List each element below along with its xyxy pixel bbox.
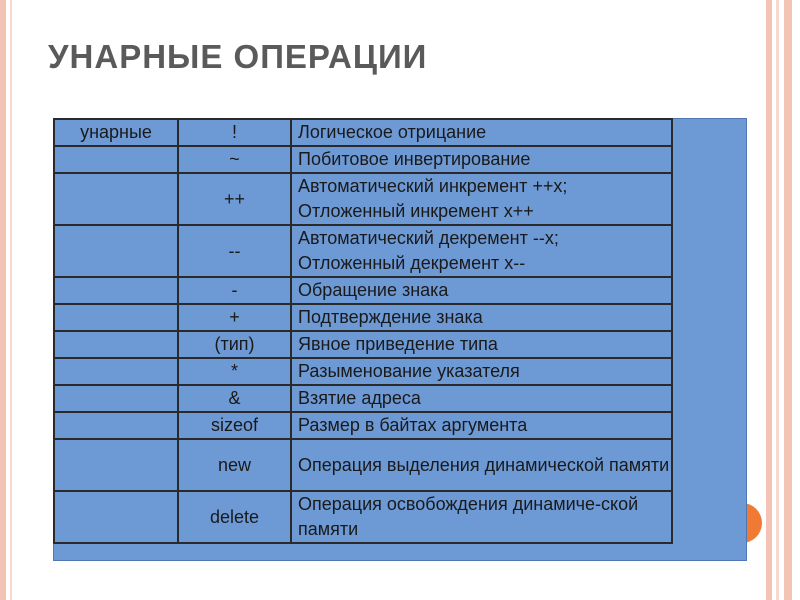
category-cell bbox=[54, 225, 178, 277]
table-row bbox=[54, 173, 672, 225]
description-cell: Взятие адреса bbox=[291, 385, 672, 412]
operator-cell: (тип) bbox=[178, 331, 291, 358]
decorative-stripe-right-thin bbox=[776, 0, 779, 600]
table-row bbox=[54, 277, 672, 304]
category-cell bbox=[54, 439, 178, 491]
table-row bbox=[54, 331, 672, 358]
decorative-stripe-right bbox=[766, 0, 772, 600]
unary-operations-table bbox=[53, 118, 673, 544]
table-row bbox=[54, 491, 672, 543]
operator-cell: delete bbox=[178, 491, 291, 543]
operator-cell: * bbox=[178, 358, 291, 385]
operator-cell: + bbox=[178, 304, 291, 331]
description-cell: Логическое отрицание bbox=[291, 119, 672, 146]
operator-cell: ~ bbox=[178, 146, 291, 173]
category-cell bbox=[54, 358, 178, 385]
decorative-stripe-right-outer bbox=[784, 0, 792, 600]
description-cell: Разыменование указателя bbox=[291, 358, 672, 385]
operator-cell: & bbox=[178, 385, 291, 412]
operator-cell: - bbox=[178, 277, 291, 304]
table-row bbox=[54, 119, 672, 146]
operator-cell: ! bbox=[178, 119, 291, 146]
category-cell bbox=[54, 173, 178, 225]
description-cell: Размер в байтах аргумента bbox=[291, 412, 672, 439]
category-cell bbox=[54, 385, 178, 412]
description-cell: Подтверждение знака bbox=[291, 304, 672, 331]
description-cell: Автоматический декремент --x; Отложенный декремент x-- bbox=[291, 225, 672, 277]
category-cell bbox=[54, 412, 178, 439]
decorative-stripe-left-thin bbox=[10, 0, 12, 600]
table-row bbox=[54, 385, 672, 412]
operator-cell: new bbox=[178, 439, 291, 491]
table-row bbox=[54, 412, 672, 439]
table-row bbox=[54, 358, 672, 385]
category-cell bbox=[54, 304, 178, 331]
operator-cell: -- bbox=[178, 225, 291, 277]
table-row bbox=[54, 304, 672, 331]
description-cell: Автоматический инкремент ++x; Отложенный инкремент x++ bbox=[291, 173, 672, 225]
description-cell: Операция освобождения динамиче-ской памяти bbox=[291, 491, 672, 543]
description-cell: Явное приведение типа bbox=[291, 331, 672, 358]
slide-title: УНАРНЫЕ ОПЕРАЦИИ bbox=[48, 38, 428, 75]
decorative-stripe-left bbox=[0, 0, 6, 600]
table-row bbox=[54, 439, 672, 491]
category-cell bbox=[54, 146, 178, 173]
category-cell bbox=[54, 331, 178, 358]
description-cell: Операция выделения динамической памяти bbox=[291, 439, 672, 491]
operator-cell: ++ bbox=[178, 173, 291, 225]
category-cell bbox=[54, 277, 178, 304]
category-cell bbox=[54, 491, 178, 543]
category-cell: унарные bbox=[54, 119, 178, 146]
description-cell: Обращение знака bbox=[291, 277, 672, 304]
table-row bbox=[54, 146, 672, 173]
operator-cell: sizeof bbox=[178, 412, 291, 439]
table-row bbox=[54, 225, 672, 277]
description-cell: Побитовое инвертирование bbox=[291, 146, 672, 173]
